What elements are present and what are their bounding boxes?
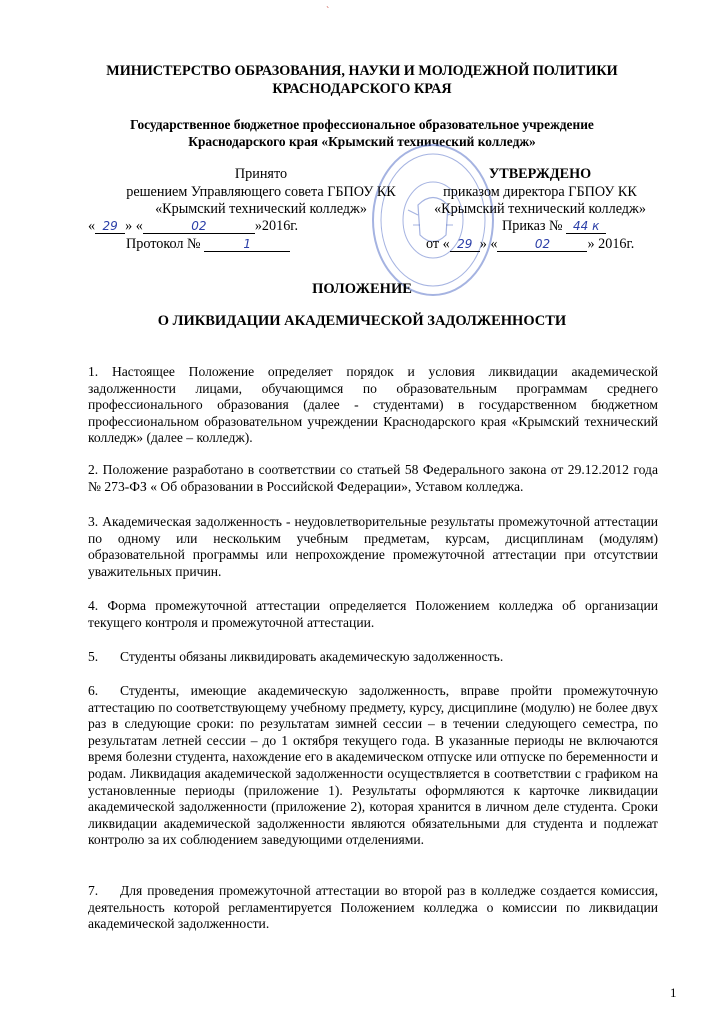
approval-left-line-1: Принято [234, 166, 288, 182]
paragraph-7: 7. Для проведения промежуточной аттестации во второй раз в колледже создается комиссия, деятельность которой регламентируется Положением колледжа о комиссии по ликвидации академической задолженности. [88, 883, 658, 932]
ministry-line-2: КРАСНОДАРСКОГО КРАЯ [272, 81, 452, 97]
ministry-line-1: МИНИСТЕРСТВО ОБРАЗОВАНИЯ, НАУКИ И МОЛОДЕЖНОЙ ПОЛИТИКИ [106, 63, 618, 79]
paragraph-4: 4. Форма промежуточной аттестации определяется Положением колледжа об организации текущего контроля и промежуточной аттестации. [88, 598, 658, 630]
approval-left-line-3: «Крымский технический колледж» [155, 201, 367, 217]
approval-right-order: Приказ № 44 к [502, 218, 606, 236]
approval-right-line-2: приказом директора ГБПОУ КК [443, 183, 637, 200]
approval-left-line-2: решением Управляющего совета ГБПОУ КК [126, 183, 396, 200]
left-date-day: 29 [95, 219, 125, 234]
document-subtitle: О ЛИКВИДАЦИИ АКАДЕМИЧЕСКОЙ ЗАДОЛЖЕННОСТИ [157, 313, 567, 329]
stray-mark: ` [326, 6, 330, 17]
paragraph-2: 2. Положение разработано в соответствии со статьей 58 Федерального закона от 29.12.2012 года № 273-ФЗ « Об образовании в Российской Федерации», Уставом колледжа. [88, 462, 658, 494]
organization-heading [0, 116, 724, 150]
approval-right-line-3: «Крымский технический колледж» [434, 201, 646, 217]
right-date-day: 29 [450, 237, 480, 252]
official-seal [368, 140, 498, 300]
approval-right-date: от « 29 » « 02 » 2016г. [426, 236, 635, 252]
approval-right-block [420, 166, 660, 219]
paragraph-5: 5. Студенты обязаны ликвидировать академическую задолженность. [88, 649, 504, 664]
paragraph-3: 3. Академическая задолженность - неудовлетворительные результаты промежуточной аттестации по одному или нескольким учебным предметам, курсам, дисциплинам (модулям) образовательной программы или непрохождение промежуточной аттестации при отсутствии уважительных причин. [88, 514, 658, 579]
approval-left-protocol: Протокол № 1 [126, 236, 290, 254]
paragraph-6: 6. Студенты, имеющие академическую задолженность, вправе пройти промежуточную аттестацию по соответствующему учебному предмету, курсу, дисциплине (модулю) не более двух раз в следующие сроки: по результатам зимней сессии – в течении следующего семестра, по результатам летней сессии – до 1 октября текущего года. В указанные периоды не включаются время болезни студента, нахождение его в академическом отпуске или отпуске по беременности и родам. Ликвидация академической задолженности осуществляется в соответствии с графиком на установленные периоды (приложение 1). Результаты оформляются к карточке ликвидации академической задолженности (приложение 2), которая хранится в личном деле студента. Сроки ликвидации академической задолженности являются обязательными для студента и подлежат контролю за их соблюдением заведующими отделениями. [88, 683, 658, 848]
paragraph-1: 1. Настоящее Положение определяет порядок и условия ликвидации академической задолженности лицами, обучающимся по образовательным программам среднего профессионального образования (далее - студентами) в государственном бюджетном профессиональном образовательном учреждении Краснодарского края «Крымский технический колледж» (далее – колледж). [88, 364, 659, 446]
ministry-heading [0, 62, 724, 98]
protocol-number: 1 [204, 237, 290, 252]
approval-left-block [96, 166, 426, 219]
left-date-month: 02 [143, 219, 255, 234]
organization-line-1: Государственное бюджетное профессиональное образовательное учреждение [130, 117, 594, 132]
right-date-month: 02 [497, 237, 587, 252]
approval-right-line-1: УТВЕРЖДЕНО [488, 166, 592, 182]
order-number: 44 к [566, 219, 606, 234]
approval-left-date: « 29 » « 02 »2016г. [88, 218, 299, 234]
document-title: ПОЛОЖЕНИЕ [312, 281, 412, 297]
organization-line-2: Краснодарского края «Крымский технический колледж» [188, 134, 536, 149]
page-number: 1 [670, 985, 677, 1000]
